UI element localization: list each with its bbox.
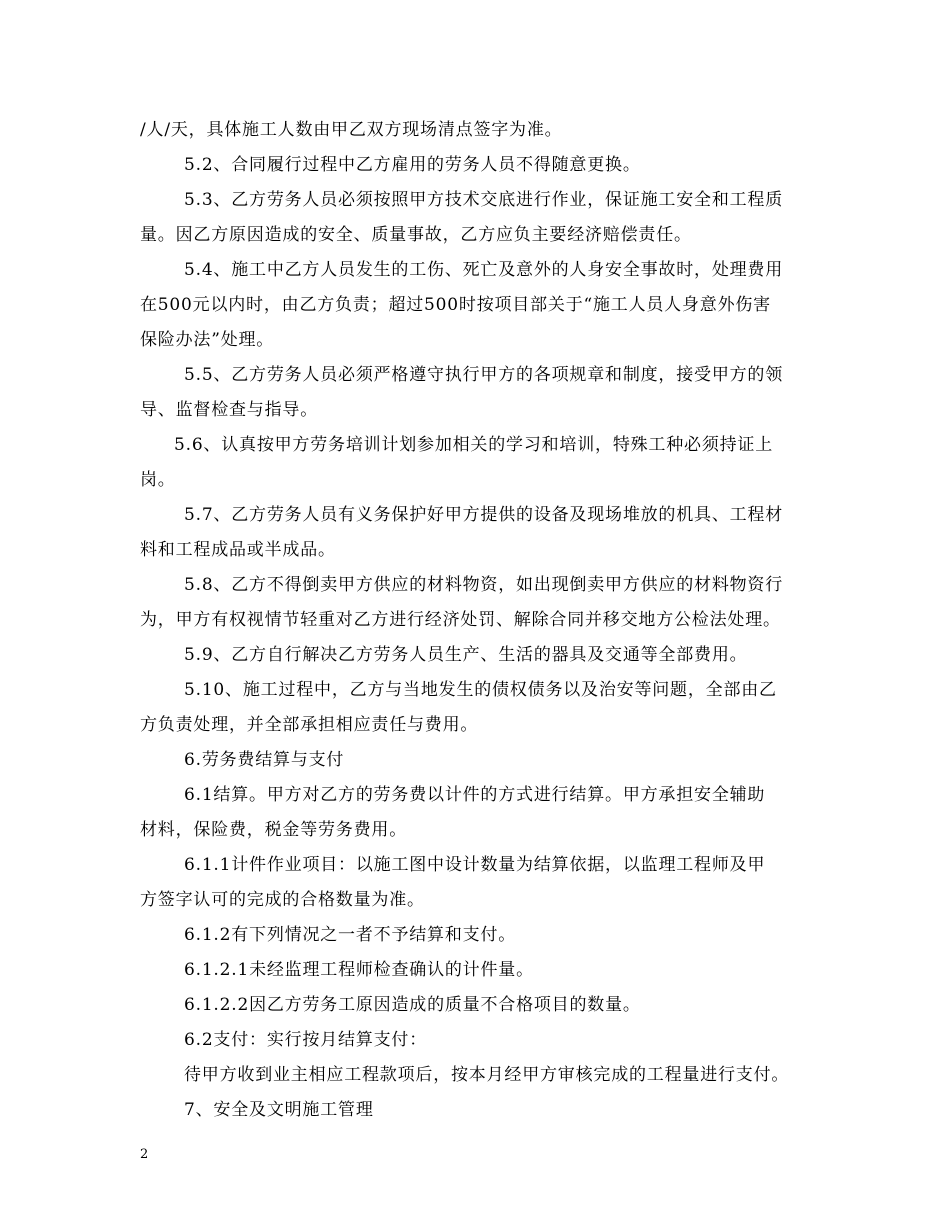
text-line: 导、监督检查与指导。	[140, 400, 318, 420]
text-line: 量。因乙方原因造成的安全、质量事故，乙方应负主要经济赔偿责任。	[140, 225, 692, 245]
text-line: 方负责处理，并全部承担相应责任与费用。	[140, 715, 479, 735]
clause-6-2: 6.2支付：实行按月结算支付：	[184, 1030, 428, 1050]
text-line: 保险办法”处理。	[140, 330, 275, 350]
section-6-heading: 6.劳务费结算与支付	[184, 750, 345, 770]
clause-5-10: 5.10、施工过程中，乙方与当地发生的债权债务以及治安等问题，全部由乙	[184, 680, 777, 700]
clause-5-8: 5.8、乙方不得倒卖甲方供应的材料物资，如出现倒卖甲方供应的材料物资行	[184, 575, 784, 595]
clause-5-9: 5.9、乙方自行解决乙方劳务人员生产、生活的器具及交通等全部费用。	[184, 645, 748, 665]
clause-5-7: 5.7、乙方劳务人员有义务保护好甲方提供的设备及现场堆放的机具、工程材	[184, 505, 784, 525]
clause-6-1-1: 6.1.1计件作业项目：以施工图中设计数量为结算依据，以监理工程师及甲	[184, 855, 766, 875]
clause-5-5: 5.5、乙方劳务人员必须严格遵守执行甲方的各项规章和制度，接受甲方的领	[184, 365, 784, 385]
section-7-heading: 7、安全及文明施工管理	[184, 1100, 374, 1120]
clause-5-4: 5.4、施工中乙方人员发生的工伤、死亡及意外的人身安全事故时，处理费用	[184, 260, 784, 280]
text-line: 为，甲方有权视情节轻重对乙方进行经济处罚、解除合同并移交地方公检法处理。	[140, 610, 781, 630]
clause-6-1-2-1: 6.1.2.1未经监理工程师检查确认的计件量。	[184, 960, 534, 980]
clause-6-1-2-2: 6.1.2.2因乙方劳务工原因造成的质量不合格项目的数量。	[184, 995, 641, 1015]
text-line: 材料，保险费，税金等劳务费用。	[140, 820, 407, 840]
clause-5-2: 5.2、合同履行过程中乙方雇用的劳务人员不得随意更换。	[184, 155, 641, 175]
text-line: 方签字认可的完成的合格数量为准。	[140, 890, 425, 910]
clause-6-1-2: 6.1.2有下列情况之一者不予结算和支付。	[184, 925, 517, 945]
text-line: 在500元以内时，由乙方负责；超过500时按项目部关于“施工人员人身意外伤害	[140, 295, 771, 315]
page-number: 2	[140, 1147, 149, 1162]
text-line: /人/天，具体施工人数由甲乙双方现场清点签字为准。	[140, 120, 563, 140]
clause-5-3: 5.3、乙方劳务人员必须按照甲方技术交底进行作业，保证施工安全和工程质	[184, 190, 784, 210]
clause-6-1: 6.1结算。甲方对乙方的劳务费以计件的方式进行结算。甲方承担安全辅助	[184, 785, 766, 805]
document-body	[140, 113, 815, 1128]
text-line: 料和工程成品或半成品。	[140, 540, 336, 560]
text-line: 待甲方收到业主相应工程款项后，按本月经甲方审核完成的工程量进行支付。	[184, 1065, 790, 1085]
text-line: 岗。	[140, 470, 176, 490]
clause-5-6: 5.6、认真按甲方劳务培训计划参加相关的学习和培训，特殊工种必须持证上	[174, 435, 774, 455]
